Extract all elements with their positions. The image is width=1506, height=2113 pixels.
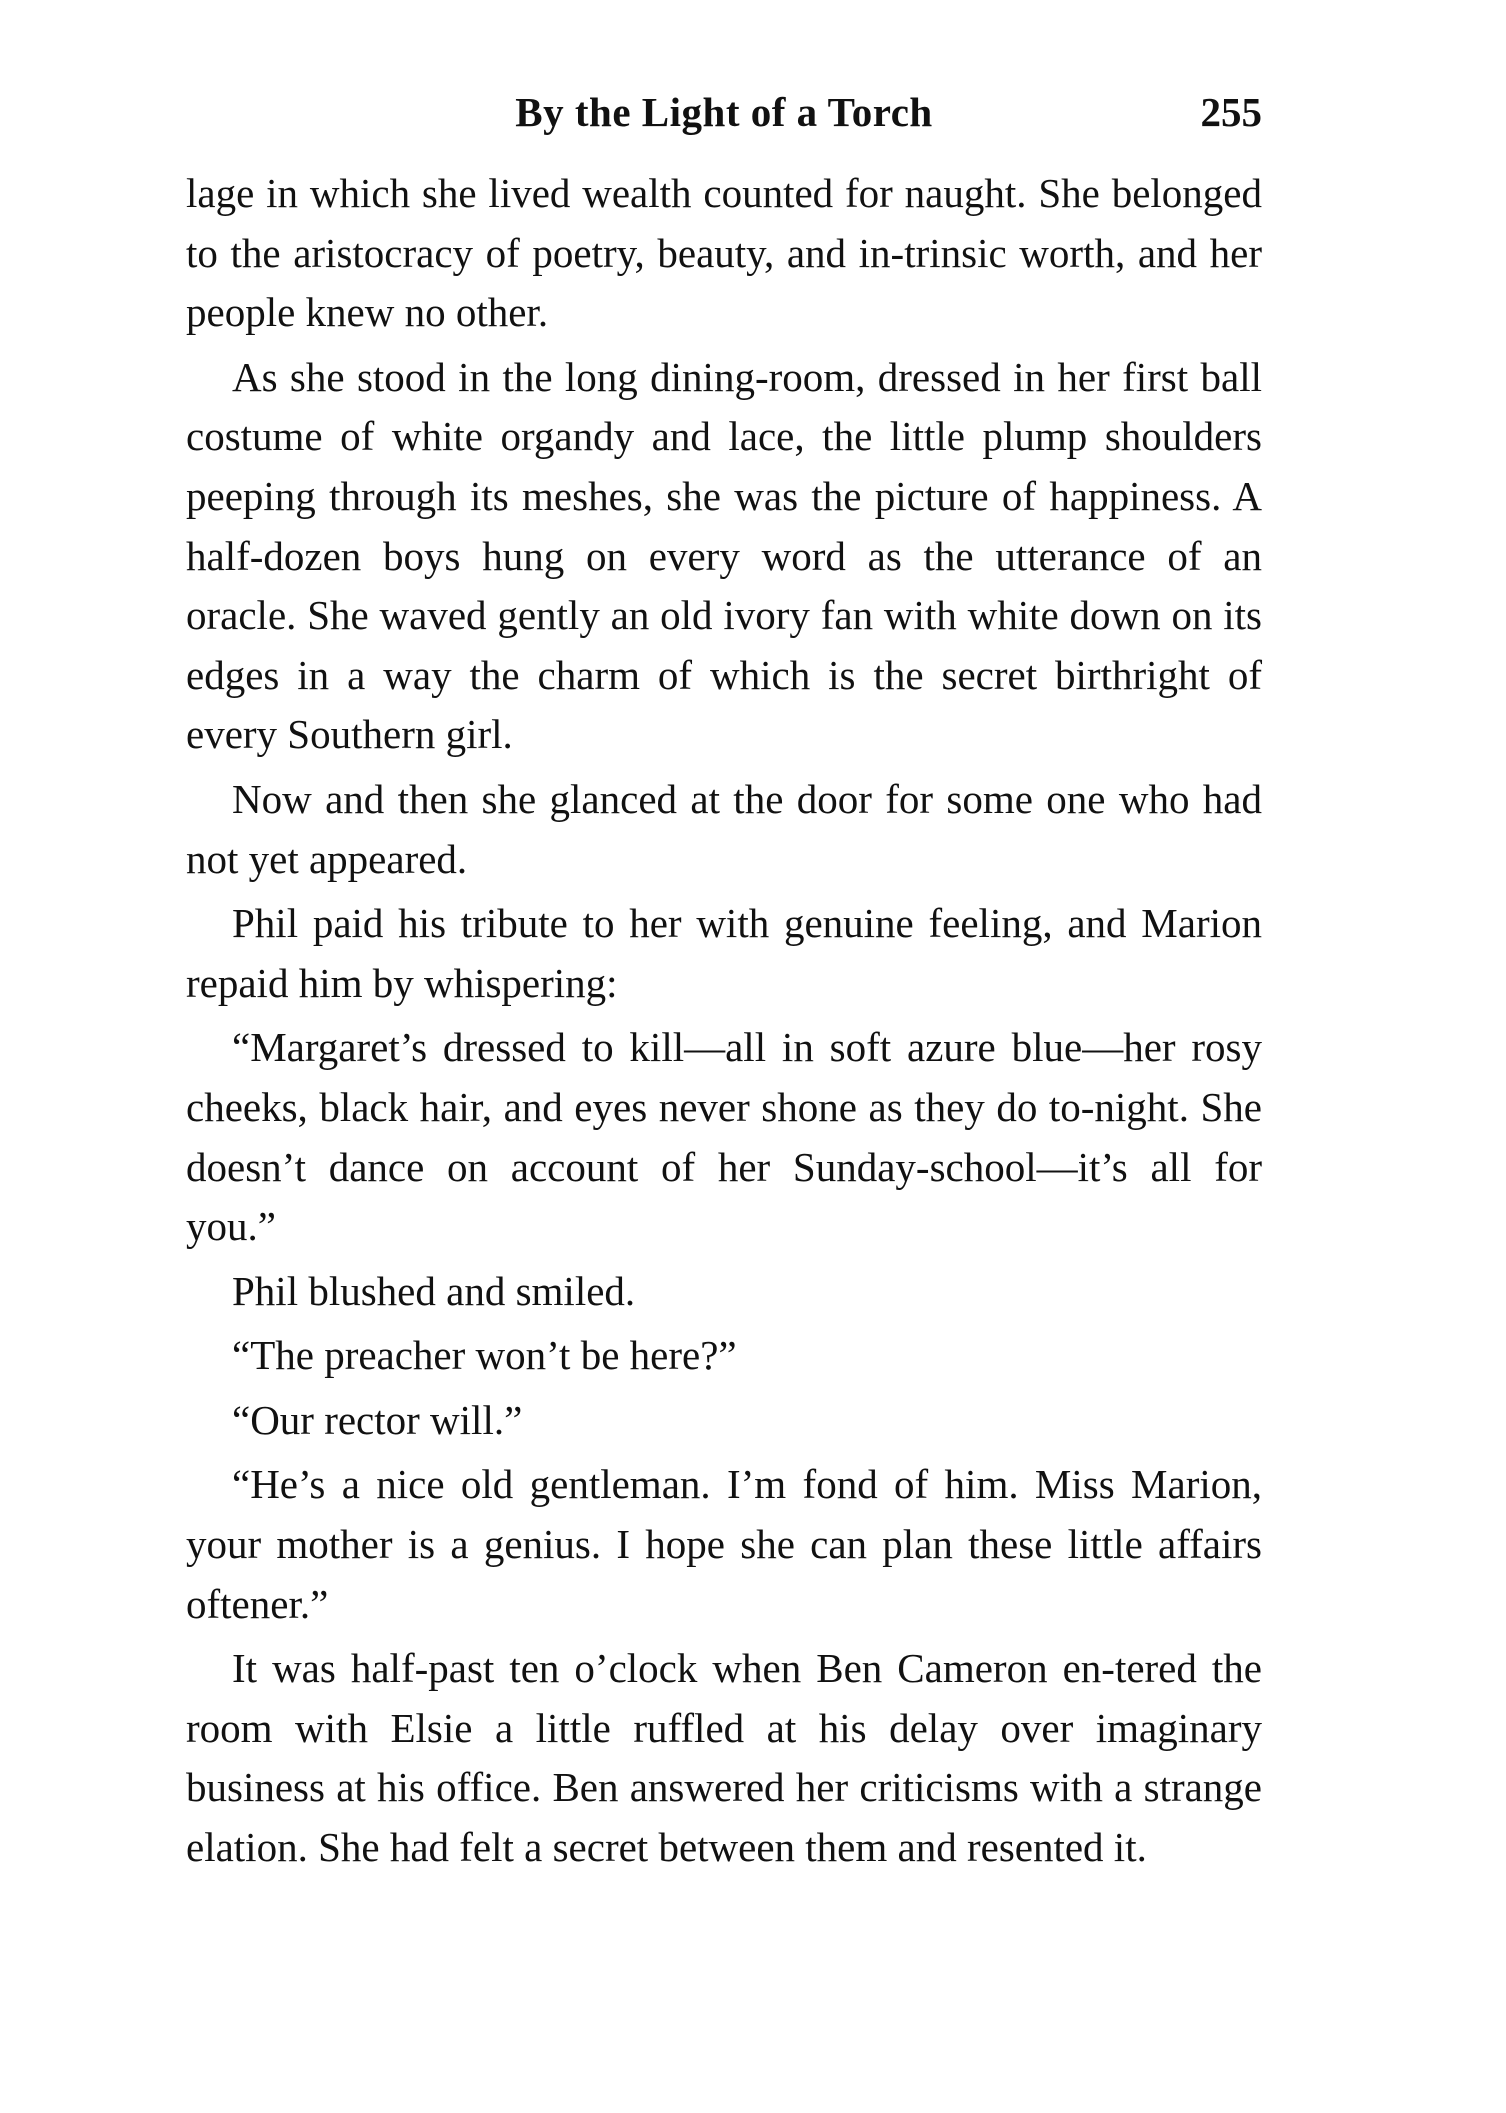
- body-text: [186, 164, 1262, 1883]
- paragraph-phil-blushed: Phil blushed and smiled.: [232, 1267, 636, 1314]
- paragraph-nice-old-gentleman: “He’s a nice old gentleman. I’m fond of him. Miss Marion, your mother is a genius. I hope she can plan these little affairs oftener.”: [186, 1461, 1262, 1627]
- running-head: [186, 82, 1262, 142]
- paragraph-preacher-question: “The preacher won’t be here?”: [232, 1332, 737, 1379]
- running-title: By the Light of a Torch: [515, 89, 933, 135]
- page-number: 255: [1200, 89, 1262, 135]
- paragraph-phil-tribute: Phil paid his tribute to her with genuine feeling, and Marion repaid him by whispering:: [186, 900, 1262, 1006]
- paragraph-ball-costume: As she stood in the long dining-room, dressed in her first ball costume of white organdy and lace, the little plump shoulders peeping through its meshes, she was the picture of happiness. A half-dozen boys hung on every word as the utterance of an oracle. She waved gently an old ivory fan with white down on its edges in a way the charm of which is the secret birthright of every Southern girl.: [186, 353, 1262, 758]
- paragraph-continuation: lage in which she lived wealth counted for naught. She belonged to the aristocracy of poetry, beauty, and in-trinsic worth, and her people knew no other.: [186, 170, 1262, 336]
- paragraph-ben-cameron-entered: It was half-past ten o’clock when Ben Cameron en-tered the room with Elsie a little ruffled at his delay over imaginary business at his office. Ben answered her criticisms with a strange elation. She had felt a secret between them and resented it.: [186, 1645, 1262, 1871]
- paragraph-glanced-at-door: Now and then she glanced at the door for some one who had not yet appeared.: [186, 775, 1262, 882]
- paragraph-rector-reply: “Our rector will.”: [232, 1396, 523, 1443]
- paragraph-margaret-dressed: “Margaret’s dressed to kill—all in soft azure blue—her rosy cheeks, black hair, and eyes never shone as they do to-night. She doesn’t dance on account of her Sunday-school—it’s all for you.”: [186, 1024, 1262, 1250]
